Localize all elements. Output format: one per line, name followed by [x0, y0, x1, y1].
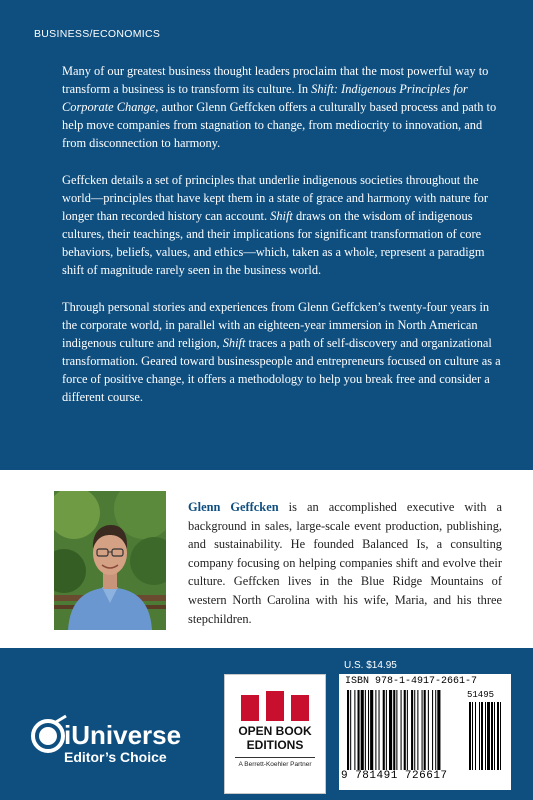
open-book-editions-logo [224, 674, 326, 794]
iuniverse-logo [28, 710, 218, 770]
description-paragraph-3: Through personal stories and experiences from Glenn Geffcken’s twenty-four years in the corporate world, in parallel with an eighteen-year immersion in North American indigenous culture and religion, Shift traces a path of self-discovery and organizational transformation. Geared toward businesspeople and entrepreneurs focused on culture as a force of positive change, it offers a methodology to help you break free and consider a different course. [62, 300, 501, 404]
obe-bars-icon [239, 687, 311, 721]
author-bio: Glenn Geffcken is an accomplished executive with a background in sales, large-scale event production, publishing, and sustainability. He founded Balanced Is, a consulting company focusing on helping companies shift and evolve their culture. Geffcken lives in the Blue Ridge Mountains of western North Carolina with his wife, Maria, and his three stepchildren. [188, 500, 502, 626]
obe-line-2: EDITIONS [246, 738, 304, 752]
category-label: BUSINESS/ECONOMICS [34, 28, 161, 40]
description-paragraph-2: Geffcken details a set of principles that underlie indigenous societies throughout the world—principles that have kept them in a state of grace and harmony with nature for longer than recorded history can account. Shift draws on the wisdom of indigenous cultures, their teachings, and their implications for significant transformation of core behaviors, beliefs, values, and ethics—which, taken as a whole, represent a paradigm shift of magnitude rarely seen in the business world. [62, 173, 488, 277]
description-paragraph-1: Many of our greatest business thought leaders proclaim that the most powerful way to transform a business is to transform its culture. In Shift: Indigenous Principles for Corporate Change, author Glenn Geffcken offers a culturally based process and path to help move companies from stagnation to change, from mediocrity to innovation, and from disconnection to harmony. [62, 64, 497, 150]
obe-divider [235, 757, 315, 758]
publisher-panel [0, 648, 533, 800]
barcode-bars-icon [345, 690, 507, 770]
barcode-addon-number: 51495 [467, 690, 495, 700]
barcode-number: 9 781491 726617 [341, 770, 448, 782]
book-description [62, 62, 502, 425]
book-title-short: Shift [270, 209, 293, 223]
author-name: Glenn Geffcken [188, 500, 279, 514]
isbn-text: ISBN 978-1-4917-2661-7 [345, 676, 478, 687]
isbn-barcode [339, 674, 511, 790]
author-photo [54, 491, 166, 630]
book-title-short: Shift [222, 336, 246, 350]
author-bio-section [0, 470, 533, 648]
obe-partner-line: A Berrett-Koehler Partner [238, 761, 312, 768]
obe-line-1: OPEN BOOK [238, 724, 312, 738]
iuniverse-tagline: Editor’s Choice [64, 749, 167, 765]
book-title: Shift: Indigenous Principles for Corporate Change [62, 82, 468, 114]
iuniverse-name: iUniverse [64, 720, 182, 750]
price-label: U.S. $14.95 [344, 660, 397, 671]
